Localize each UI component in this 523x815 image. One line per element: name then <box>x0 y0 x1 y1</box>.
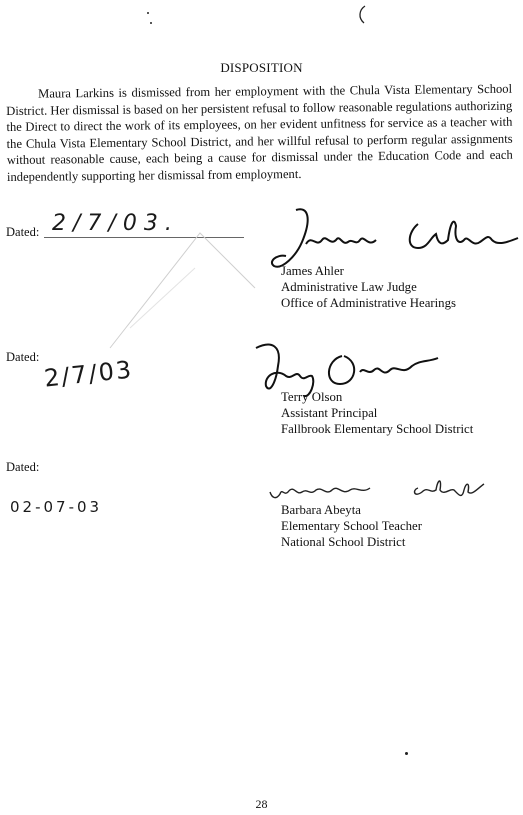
disposition-paragraph: Maura Larkins is dismissed from her employment with the Chula Vista Elementary School District. Her dismissal is based on her persistent refusal to follow reasonable regulations authorizing the Direct to direct the work of its employees, on her evident unfitness for service as a teacher with the Chula Vista Elementary School District, and her willful refusal to perform regular assignments without reasonable cause, each being a cause for dismissal under the Education Code and each independently supporting her dismissal from employment. <box>6 81 513 184</box>
signer-title: Elementary School Teacher <box>281 519 422 533</box>
handwritten-date: 02-07-03 <box>10 498 103 516</box>
signer-organization: Office of Administrative Hearings <box>281 296 456 310</box>
signer-name: Barbara Abeyta <box>281 503 361 517</box>
dated-label: Dated: <box>6 460 40 474</box>
signer-block-abeyta <box>281 502 422 550</box>
signer-organization: National School District <box>281 535 406 549</box>
scan-speck <box>147 12 149 14</box>
page-number: 28 <box>255 797 268 811</box>
signer-name: Terry Olson <box>281 390 343 404</box>
dated-label: Dated: <box>6 350 40 364</box>
scan-artifact <box>100 228 260 358</box>
signer-title: Assistant Principal <box>281 406 378 420</box>
signer-title: Administrative Law Judge <box>281 280 417 294</box>
signer-organization: Fallbrook Elementary School District <box>281 422 474 436</box>
scan-speck <box>150 22 152 24</box>
signer-block-ahler <box>281 263 456 311</box>
dated-label: Dated: <box>6 225 40 239</box>
handwritten-date: 2/7/03. <box>52 211 179 236</box>
signer-name: James Ahler <box>281 264 344 278</box>
handwritten-date: 2/7/03 <box>42 355 135 393</box>
scan-mark <box>355 4 369 26</box>
document-title: DISPOSITION <box>220 60 303 75</box>
scan-speck <box>405 752 408 755</box>
signer-block-olson <box>281 389 473 437</box>
